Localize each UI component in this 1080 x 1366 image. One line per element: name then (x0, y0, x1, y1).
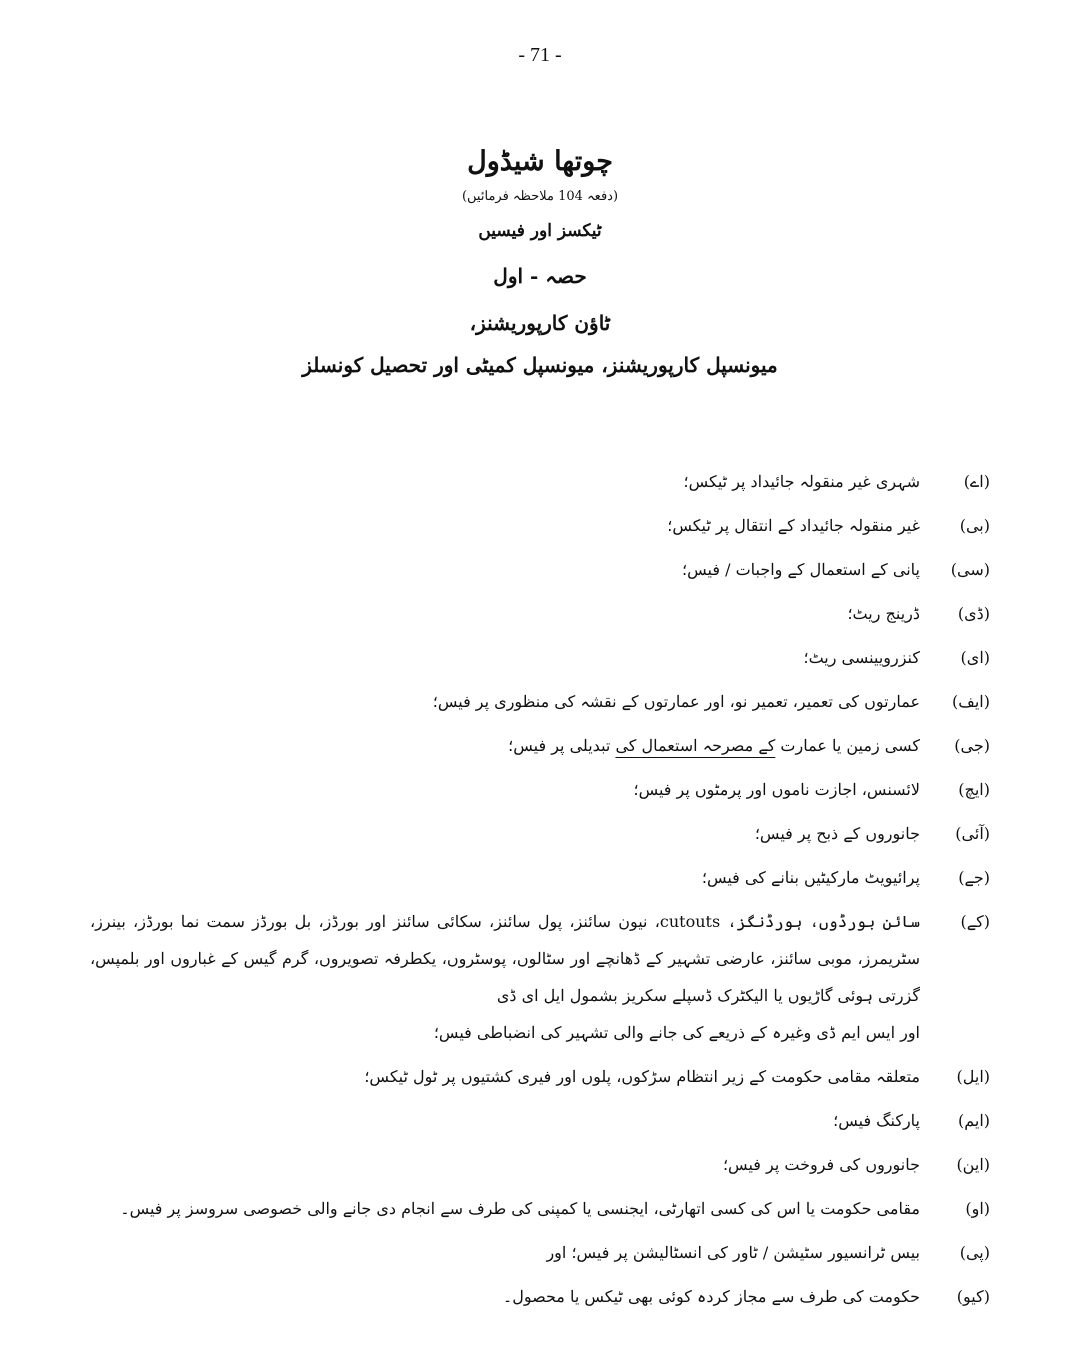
item-label: (بی) (959, 516, 990, 535)
list-item-advertisement-fee (90, 900, 990, 1055)
item-text-start: کسی زمین یا عمارت (775, 736, 920, 755)
list-item (90, 460, 990, 504)
list-item (90, 636, 990, 680)
item-text: بیس ٹرانسیور سٹیشن / ٹاور کی انسٹالیشن پر فیس؛ اور (546, 1243, 920, 1262)
page-number: - 71 - (518, 44, 562, 66)
item-text: جانوروں کی فروخت پر فیس؛ (722, 1155, 920, 1174)
part-heading: حصہ - اول (493, 264, 587, 288)
list-item (90, 1099, 990, 1143)
item-label: (ایف) (952, 692, 990, 711)
underlined-phrase: کے مصرحہ استعمال کی (615, 736, 776, 755)
item-text: پارکنگ فیس؛ (833, 1111, 920, 1130)
schedule-subtitle: ٹیکسز اور فیسیں (478, 221, 602, 241)
town-corporations-heading: ٹاؤن کارپوریشنز، (469, 311, 611, 335)
item-text: شہری غیر منقولہ جائیداد پر ٹیکس؛ (683, 472, 920, 491)
list-item (90, 1143, 990, 1187)
item-text: مقامی حکومت یا اس کی کسی اتھارٹی، ایجنسی یا کمپنی کی طرف سے انجام دی جانے والی خصوصی سروسز پر فیس۔ (120, 1199, 920, 1218)
list-item (90, 724, 990, 768)
item-text: ڈرینج ریٹ؛ (847, 604, 920, 623)
list-item (90, 1275, 990, 1319)
item-label: (کیو) (956, 1287, 990, 1306)
item-label: (ایم) (957, 1111, 990, 1130)
item-label: (جے) (958, 868, 990, 887)
list-item (90, 1187, 990, 1231)
list-item (90, 856, 990, 900)
item-text: کنزرویینسی ریٹ؛ (803, 648, 920, 667)
item-label: (ایل) (956, 1067, 990, 1086)
item-label: (این) (956, 1155, 990, 1174)
item-text: پانی کے استعمال کے واجبات / فیس؛ (682, 560, 920, 579)
item-label: (اے) (963, 472, 990, 491)
item-text-continuation: اور ایس ایم ڈی وغیرہ کے ذریعے کی جانے والی تشہیر کی انضباطی فیس؛ (433, 1023, 920, 1042)
item-label: (کے) (960, 912, 990, 931)
item-text: غیر منقولہ جائیداد کے انتقال پر ٹیکس؛ (667, 516, 920, 535)
item-text: متعلقہ مقامی حکومت کے زیر انتظام سڑکوں، پلوں اور فیری کشتیوں پر ٹول ٹیکس؛ (364, 1067, 920, 1086)
item-label: (ای) (960, 648, 990, 667)
schedule-title: چوتھا شیڈول (467, 146, 613, 177)
list-item (90, 680, 990, 724)
section-reference: (دفعہ 104 ملاحظہ فرمائیں) (461, 189, 619, 204)
list-item (90, 768, 990, 812)
list-item (90, 812, 990, 856)
municipal-bodies-heading: میونسپل کارپوریشنز، میونسپل کمیٹی اور تحصیل کونسلز (302, 353, 778, 377)
item-text-end: تبدیلی پر فیس؛ (508, 736, 616, 755)
item-label: (آئی) (955, 824, 990, 843)
item-text: حکومت کی طرف سے مجاز کردہ کوئی بھی ٹیکس یا محصول۔ (502, 1287, 920, 1306)
schedule-items-list (90, 460, 990, 1319)
item-text: سائن بورڈوں، ہورڈنگز، cutouts، نیون سائنز، پول سائنز، سکائی سائنز اور بورڈز، بل بورڈز سمت نما بورڈز، بینرز، سٹریمرز، موبی سائنز، عارضی تشہیر کے ڈھانچے اور سٹالوں، پوسٹروں، یکطرفہ تصویروں، گرم گیس کے غباروں اور بلمپس، گزرتی ہوئی گاڑیوں یا الیکٹرک ڈسپلے سکریز بشمول ایل ای ڈی (90, 912, 921, 1005)
item-label: (ایچ) (958, 780, 990, 799)
item-label: (سی) (950, 560, 990, 579)
list-item (90, 548, 990, 592)
item-label: (ڈی) (957, 604, 990, 623)
item-text (508, 736, 920, 755)
item-text: عمارتوں کی تعمیر، تعمیر نو، اور عمارتوں کے نقشہ کی منظوری پر فیس؛ (432, 692, 920, 711)
list-item (90, 592, 990, 636)
item-label: (پی) (959, 1243, 990, 1262)
list-item (90, 1055, 990, 1099)
item-text: لائسنس، اجازت ناموں اور پرمٹوں پر فیس؛ (633, 780, 920, 799)
item-text: جانوروں کے ذبح پر فیس؛ (754, 824, 920, 843)
item-label: (جی) (954, 736, 990, 755)
item-text: پرائیویٹ مارکیٹیں بنانے کی فیس؛ (701, 868, 920, 887)
list-item (90, 1231, 990, 1275)
schedule-heading (0, 142, 1080, 382)
list-item (90, 504, 990, 548)
item-label: (او) (965, 1199, 990, 1218)
